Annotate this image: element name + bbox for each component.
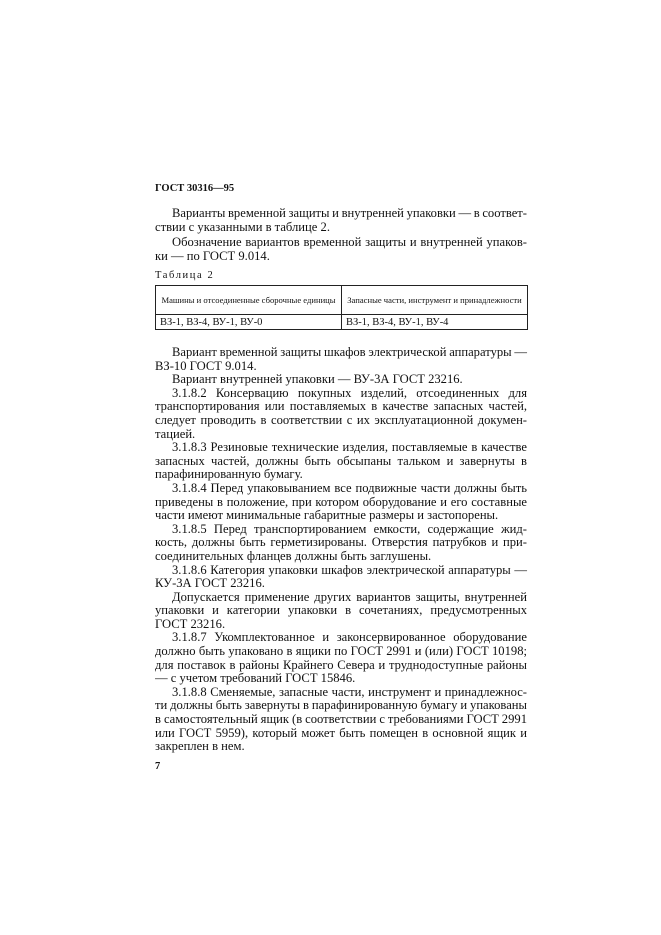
text-line: закреплен в нем.	[155, 740, 245, 754]
text-line: Варианты временной защиты и внутренней упаковки — в соответ-	[172, 207, 527, 220]
text-line: ВЗ-10 ГОСТ 9.014.	[155, 359, 257, 373]
text-line: кость, должны быть герметизированы. Отверстия патрубков и при-	[155, 536, 527, 550]
text-line: следует проводить в соответствии с их эксплуатационной докумен-	[155, 413, 527, 427]
table-2	[155, 285, 528, 330]
text-line: транспортирования или поставляемых в качестве запасных частей,	[155, 400, 527, 414]
text-line: Вариант внутренней упаковки — ВУ-3А ГОСТ 23216.	[172, 373, 463, 387]
text-line: 3.1.8.2 Консервацию покупных изделий, отсоединенных для	[172, 386, 527, 400]
table-caption: Таблица 2	[155, 270, 215, 281]
text-line: Вариант временной защиты шкафов электрической аппаратуры —	[172, 346, 527, 359]
text-line: упаковки и категории упаковки в сочетаниях, предусмотренных	[155, 604, 527, 618]
text-line: или ГОСТ 5959), который может быть помещен в основной ящик и	[155, 726, 527, 740]
text-line: тацией.	[155, 427, 196, 441]
table-header-cell: Машины и отсоединенные сборочные единицы	[156, 286, 342, 315]
text-line: 3.1.8.8 Сменяемые, запасные части, инструмент и принадлежнос-	[172, 685, 527, 699]
text-line: Обозначение вариантов временной защиты и внутренней упаков-	[172, 236, 527, 250]
text-line: Допускается применение других вариантов защиты, внутренней	[172, 590, 527, 604]
text-line: соединительных фланцев должны быть заглушены.	[155, 549, 432, 563]
document-header: ГОСТ 30316—95	[155, 183, 235, 194]
text-line: для поставок в районы Крайнего Севера и труднодоступные районы	[155, 658, 527, 672]
page-number: 7	[155, 761, 161, 772]
text-line: 3.1.8.6 Категория упаковки шкафов электрической аппаратуры —	[172, 563, 527, 577]
table-cell: ВЗ-1, ВЗ-4, ВУ-1, ВУ-4	[342, 315, 528, 330]
text-line: должно быть упаковано в ящики по ГОСТ 2991 и (или) ГОСТ 10198;	[155, 645, 527, 659]
table-row	[156, 315, 528, 330]
table-cell: ВЗ-1, ВЗ-4, ВУ-1, ВУ-0	[156, 315, 342, 330]
text-line: ГОСТ 23216.	[155, 617, 226, 631]
text-line: — с учетом требований ГОСТ 15846.	[155, 672, 356, 686]
intro-paragraphs	[155, 207, 528, 263]
table-header-cell: Запасные части, инструмент и принадлежности	[342, 286, 528, 315]
text-line: 3.1.8.4 Перед упаковыванием все подвижные части должны быть	[172, 481, 527, 495]
text-line: приведены в положение, при котором оборудование и его составные	[155, 495, 527, 509]
text-line: ки — по ГОСТ 9.014.	[155, 249, 270, 263]
body-text	[155, 346, 528, 754]
text-line: 3.1.8.3 Резиновые технические изделия, поставляемые в качестве	[172, 441, 527, 455]
text-line: 3.1.8.5 Перед транспортированием емкости, содержащие жид-	[172, 522, 527, 536]
text-line: ствии с указанными в таблице 2.	[155, 220, 330, 234]
text-line: парафинированную бумагу.	[155, 468, 303, 482]
text-line: 3.1.8.7 Укомплектованное и законсервированное оборудование	[172, 631, 527, 645]
table-header-row	[156, 286, 528, 315]
text-line: запасных частей, должны быть обсыпаны тальком и завернуты в	[155, 454, 527, 468]
text-line: ти должны быть завернуты в парафинированную бумагу и упакованы	[155, 699, 527, 713]
text-line: в самостоятельный ящик (в соответствии с требованиями ГОСТ 2991	[155, 713, 527, 727]
text-line: части имеют минимальные габаритные размеры и застопорены.	[155, 509, 499, 523]
text-line: КУ-3А ГОСТ 23216.	[155, 577, 265, 591]
